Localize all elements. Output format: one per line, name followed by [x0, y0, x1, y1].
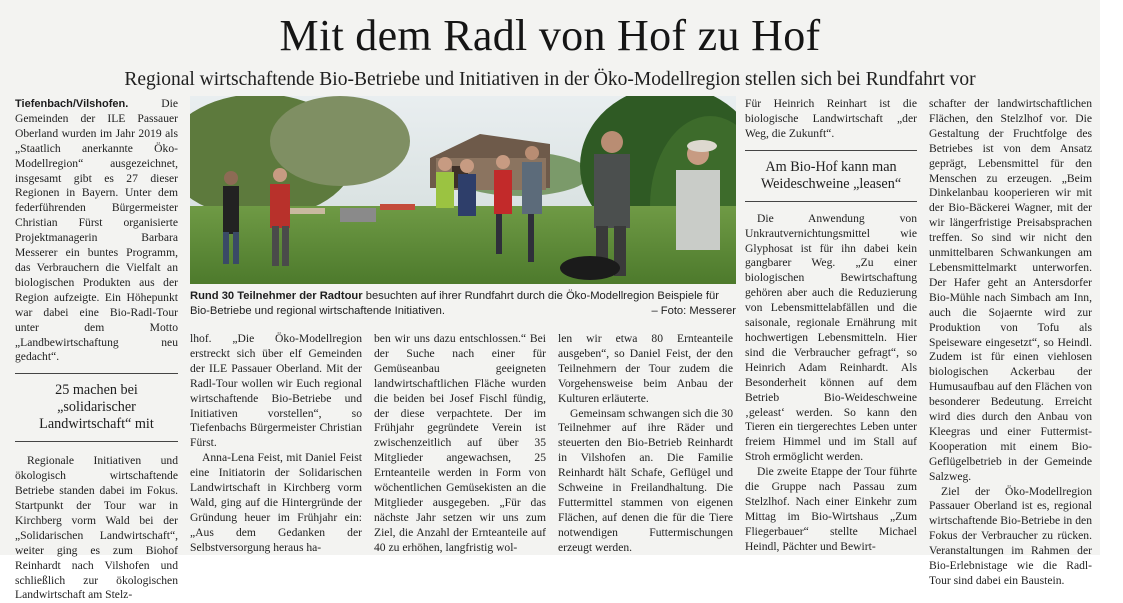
divider-rule [15, 373, 178, 374]
col1-paragraph-2: Regionale Initiativen und ökologisch wirtschaftende Betriebe standen dabei im Fokus. Startpunkt der Tour war in Kirchberg vorm Wald bei der „Solidarischen Landwirtschaft“, weiter ging es zum Biohof Reinhardt nach Vilshofen und schließlich zur ökologischen Landwirtschaft am Stelz- [15, 454, 178, 602]
subhead-solidarische: 25 machen bei „solidarischer Landwirtschaft“ mit [39, 382, 154, 433]
col2-paragraph-2: Anna-Lena Feist, mit Daniel Feist eine Initiatorin der Solidarischen Landwirtschaft in Kirchberg vorm Wald, ging auf die Hintergründe der Gründung heuer im Frühjahr ein: „Aus dem Gedanken der Selbstversorgung heraus ha- [190, 451, 362, 554]
col2-paragraph-1: lhof. „Die Öko-Modellregion erstreckt sich über elf Gemeinden der ILE Passauer Oberland. Mit der Radl-Tour wollen wir Euch regional wirtschaftende Bio-Betriebe und Initiativen vorstellen“, so Tiefenbachs Bürgermeister Christian Fürst. [190, 332, 362, 450]
divider-rule [745, 150, 917, 151]
group-photo [190, 96, 736, 284]
col6-paragraph-2: Ziel der Öko-Modellregion Passauer Oberland ist es, regional wirtschaftende Bio-Betriebe in den Fokus der Verbraucher zu rücken. Veranstaltungen im Rahmen der Bio-Erlebnistage wie die Radl-Tour sind dabei ein Baustein. [929, 484, 1092, 587]
subheadline: Regional wirtschaftende Bio-Betriebe und Initiativen in der Öko-Modellregion stellen sich bei Rundfahrt vor [124, 69, 976, 90]
col1-paragraph-1: Die Gemeinden der ILE Passauer Oberland wurden im Jahr 2019 als „Staatlich anerkannte Öko-Modellregion“ ausgezeichnet, insgesamt gibt es 27 dieser Regionen in Bayern. Unter dem federführenden Bürgermeister Christian Fürst organisierte Projektmanagerin Barbara Messerer ein buntes Programm, das Verbrauchern die Vielfalt an biologischen Produkten aus der Region aufzeigte. Ein Höhepunkt war dabei eine Bio-Radl-Tour unter dem Motto „Landbewirtschaftung neu gedacht“. [15, 97, 178, 364]
article-column-3 [374, 332, 546, 556]
article-column-4 [558, 332, 733, 556]
subhead-weideschweine: Am Bio-Hof kann man Weideschweine „leasen“ [760, 158, 902, 192]
article-column-1 [15, 97, 178, 603]
photo-caption [190, 289, 736, 318]
article-column-6 [929, 97, 1092, 589]
col4-paragraph-1: len wir etwa 80 Ernteanteile ausgeben“, so Daniel Feist, der den Teilnehmern der Tour zudem die Vorgehensweise beim Anbau der Kulturen erläuterte. [558, 332, 733, 405]
col5-paragraph-1: Für Heinrich Reinhart ist die biologische Landwirtschaft „der Weg, die Zukunft“. [745, 97, 917, 140]
col4-paragraph-2: Gemeinsam schwangen sich die 30 Teilnehmer auf ihre Räder und steuerten den Bio-Betrieb Reinhardt in Vilshofen an. Die Familie Reinhardt hält Schafe, Geflügel und Schweine in Freilandhaltung. Die Futtermittel stammen von eigenen Flächen, auf denen die für die Tiere notwendigen Futtermischungen erzeugt werden. [558, 406, 733, 554]
article-column-2 [190, 332, 362, 556]
photo-credit: – Foto: Messerer [651, 304, 736, 317]
col3-paragraph-1: ben wir uns dazu entschlossen.“ Bei der Suche nach einer für Gemüseanbau geeigneten landwirtschaftlichen Fläche wurden die beiden bei Josef Fischl fündig, der diese verpachtete. Der im Frühjahr gegründete Verein ist zwischenzeitlich auf über 35 Mitglieder angewachsen, 25 Ernteanteile werden in Form von wöchentlichen Gemüsekisten an die Mitglieder ausgegeben. „Für das nächste Jahr setzen wir uns zum Ziel, die Anzahl der Ernteanteile auf 40 zu erhöhen, langfristig wol- [374, 332, 546, 554]
article-column-5 [745, 97, 917, 555]
col5-paragraph-2: Die Anwendung von Unkrautvernichtungsmittel wie Glyphosat ist für ihn dabei kein gangbarer Weg. „Zu einer biologischen Bewirtschaftung gehören aber auch die Reduzierung von Lebensmittelabfällen und die saisonale, regionale Ernährung mit hochwertigen Lebensmitteln. Hier sind die Verbraucher gefragt“, so Heinrich Adam Reinhardt. Als Besonderheit können auf dem Betrieb Bio-Weideschweine ‚geleast‘ werden. So kann den Tieren ein tiergerechtes Leben unter freiem Himmel und im Stall auf Stroh ermöglicht werden. [745, 211, 917, 464]
caption-text: besuchten auf ihrer Rundfahrt durch die Öko-Modellregion Beispiele für Bio-Betriebe und regional wirtschaftende Initiativen. [190, 290, 719, 317]
col5-paragraph-3: Die zweite Etappe der Tour führte die Gruppe nach Passau zum Stelzlhof. Nach einer Einkehr zum Mittag im Bio-Wirtshaus „Zum Fliegerbauer“ stellte Michael Heindl, Pächter und Bewirt- [745, 465, 917, 553]
col6-paragraph-1: schafter der landwirtschaftlichen Flächen, den Stelzlhof vor. Die Gestaltung der Fruchtfolge des Betriebes ist von dem Ansatz geprägt, Lebensmittel für den Menschen zu erzeugen. „Beim Dinkelanbau kooperieren wir mit der Bio-Bäckerei Wagner, mit der wir längerfristige Preisabsprachen treffen. So sind wir nicht den unmittelbaren Schwankungen am Lebensmittelmarkt unterworfen. Der Hafer geht an Antersdorfer Bio-Mühle nach Simbach am Inn, auch die Sojaernte wird zur Produktion von Tofu als Speiseware eingesetzt“, so Heindl. Zudem ist für einen viehlosen biologischen Ackerbau der Humusaufbau auf den Flächen von besonderer Bedeutung. Erreicht wird dies durch den Anbau von Kleegras und einer Futtermist-Kooperation mit einem Bio-Geflügelbetrieb in der Gemeinde Salzweg. [929, 97, 1092, 483]
caption-bold: Rund 30 Teilnehmer der Radtour [190, 290, 363, 302]
headline: Mit dem Radl von Hof zu Hof [279, 11, 821, 60]
divider-rule [745, 201, 917, 202]
dateline: Tiefenbach/Vilshofen. [15, 98, 129, 110]
divider-rule [15, 441, 178, 442]
